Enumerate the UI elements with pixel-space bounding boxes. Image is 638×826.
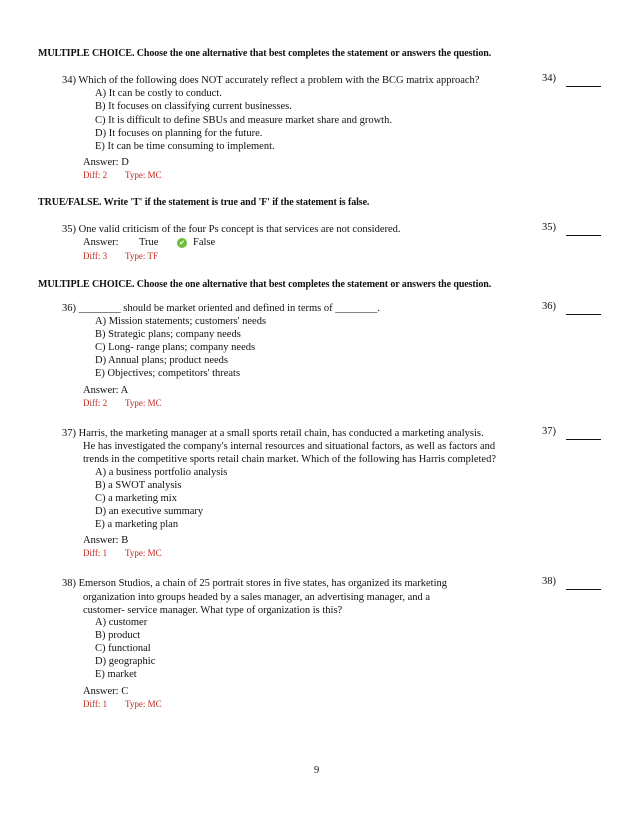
- difficulty-37: Diff: 1: [83, 548, 108, 558]
- answer-label-35: Answer:: [83, 237, 119, 248]
- difficulty-38: Diff: 1: [83, 699, 108, 709]
- difficulty-34: Diff: 2: [83, 170, 108, 180]
- meta-34: [83, 170, 162, 180]
- option-38-c: C) functional: [95, 643, 151, 654]
- answer-blank-36[interactable]: [566, 304, 601, 315]
- option-36-e: E) Objectives; competitors' threats: [95, 368, 241, 379]
- type-35: Type: TF: [125, 251, 158, 261]
- difficulty-35: Diff: 3: [83, 251, 108, 261]
- option-36-b: B) Strategic plans; company needs: [95, 329, 241, 340]
- question-38-stem-line-2: organization into groups headed by a sales manager, an advertising manager, and a: [83, 592, 431, 603]
- tf-option-false: False: [193, 237, 216, 248]
- option-38-b: B) product: [95, 630, 141, 641]
- question-38-number: 38): [542, 576, 556, 587]
- option-38-a: A) customer: [95, 617, 148, 628]
- meta-37: [83, 548, 162, 558]
- option-37-d: D) an executive summary: [95, 506, 204, 517]
- question-35-number: 35): [542, 222, 556, 233]
- question-36-stem: 36) ________ should be market oriented and defined in terms of ________.: [62, 303, 380, 314]
- question-34-number: 34): [542, 73, 556, 84]
- question-37-stem-line-3: trends in the competitive sports retail chain market. Which of the following has Harris completed?: [83, 454, 496, 465]
- question-35-stem: 35) One valid criticism of the four Ps concept is that services are not considered.: [62, 224, 401, 235]
- page-number: 9: [314, 765, 320, 776]
- type-37: Type: MC: [125, 548, 162, 558]
- answer-35: [83, 237, 215, 248]
- answer-34: Answer: D: [83, 157, 129, 168]
- answer-37: Answer: B: [83, 535, 129, 546]
- option-37-e: E) a marketing plan: [95, 519, 179, 530]
- meta-35: [83, 251, 158, 261]
- option-38-d: D) geographic: [95, 656, 156, 667]
- type-38: Type: MC: [125, 699, 162, 709]
- section-heading-mc-2: MULTIPLE CHOICE. Choose the one alternative that best completes the statement or answers the question.: [38, 279, 492, 290]
- option-34-e: E) It can be time consuming to implement.: [95, 141, 275, 152]
- option-34-d: D) It focuses on planning for the future.: [95, 128, 263, 139]
- question-38-stem-line-3: customer- service manager. What type of organization is this?: [83, 605, 343, 616]
- meta-36: [83, 398, 162, 408]
- tf-option-true: True: [139, 237, 159, 248]
- option-37-b: B) a SWOT analysis: [95, 480, 182, 491]
- answer-blank-37[interactable]: [566, 429, 601, 440]
- option-37-a: A) a business portfolio analysis: [95, 467, 228, 478]
- section-heading-tf: TRUE/FALSE. Write 'T' if the statement is true and 'F' if the statement is false.: [38, 197, 370, 208]
- section-heading-mc: MULTIPLE CHOICE. Choose the one alternative that best completes the statement or answers the question.: [38, 48, 492, 59]
- answer-blank-34[interactable]: [566, 76, 601, 87]
- option-34-b: B) It focuses on classifying current businesses.: [95, 101, 292, 112]
- difficulty-36: Diff: 2: [83, 398, 108, 408]
- answer-38: Answer: C: [83, 686, 129, 697]
- question-37-stem-line-2: He has investigated the company's internal resources and situational factors, as well as factors and: [83, 441, 496, 452]
- option-37-c: C) a marketing mix: [95, 493, 177, 504]
- question-34-stem: 34) Which of the following does NOT accurately reflect a problem with the BCG matrix approach?: [62, 75, 480, 86]
- answer-blank-35[interactable]: [566, 225, 601, 236]
- option-38-e: E) market: [95, 669, 137, 680]
- check-icon: ✔: [177, 238, 187, 248]
- option-36-a: A) Mission statements; customers' needs: [95, 316, 267, 327]
- question-38-stem-line-1: 38) Emerson Studios, a chain of 25 portrait stores in five states, has organized its marketing: [62, 578, 448, 589]
- type-34: Type: MC: [125, 170, 162, 180]
- question-37-stem-line-1: 37) Harris, the marketing manager at a small sports retail chain, has conducted a marketing analysis.: [62, 428, 484, 439]
- answer-36: Answer: A: [83, 385, 129, 396]
- meta-38: [83, 699, 162, 709]
- question-36-number: 36): [542, 301, 556, 312]
- option-36-d: D) Annual plans; product needs: [95, 355, 228, 366]
- option-36-c: C) Long- range plans; company needs: [95, 342, 256, 353]
- option-34-c: C) It is difficult to define SBUs and measure market share and growth.: [95, 115, 392, 126]
- question-37-number: 37): [542, 426, 556, 437]
- type-36: Type: MC: [125, 398, 162, 408]
- answer-blank-38[interactable]: [566, 579, 601, 590]
- option-34-a: A) It can be costly to conduct.: [95, 88, 222, 99]
